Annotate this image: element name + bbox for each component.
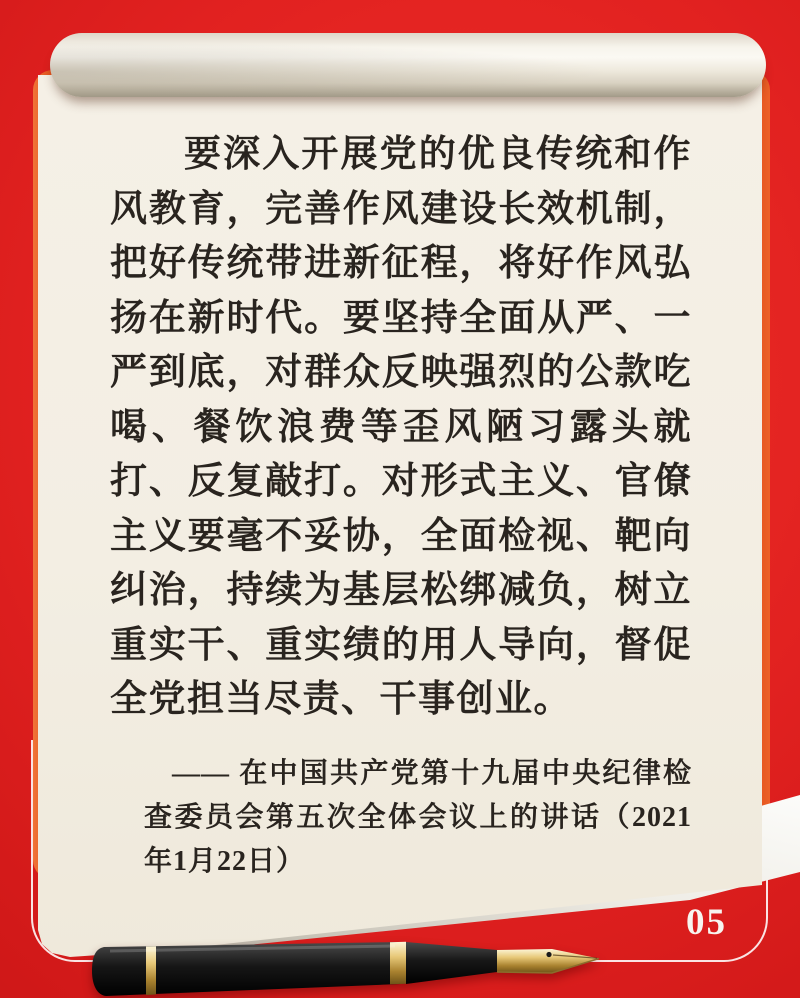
quote-line: 把好传统带进新征程，将好作风弘 (110, 243, 692, 284)
attribution-line: 年1月22日） (144, 846, 306, 877)
page-number: 05 (686, 902, 727, 943)
paper-scroll-roll (50, 33, 766, 97)
quote-line: 打、反复敲打。对形式主义、官僚 (110, 461, 692, 502)
quote-line: 扬在新时代。要坚持全面从严、一 (110, 297, 692, 339)
quote-attribution (144, 752, 692, 884)
quote-text-block (110, 128, 692, 728)
quote-line: 风教育，完善作风建设长效机制， (110, 188, 692, 230)
quote-line: 全党担当尽责、干事创业。 (110, 679, 572, 720)
quote-line: 要深入开展党的优良传统和作 (184, 134, 692, 175)
attribution-line: 查委员会第五次全体会议上的讲话（2021 (144, 802, 692, 833)
quote-line: 主义要毫不妥协，全面检视、靶向 (110, 515, 692, 557)
quote-line: 喝、餐饮浪费等歪风陋习露头就 (110, 406, 692, 448)
quote-line: 重实干、重实绩的用人导向，督促 (110, 624, 692, 666)
attribution-line: —— 在中国共产党第十九届中央纪律检 (172, 758, 692, 789)
quote-line: 严到底，对群众反映强烈的公款吃 (110, 352, 692, 393)
fountain-pen-icon (0, 925, 640, 998)
quote-line: 纠治，持续为基层松绑减负，树立 (110, 570, 692, 611)
